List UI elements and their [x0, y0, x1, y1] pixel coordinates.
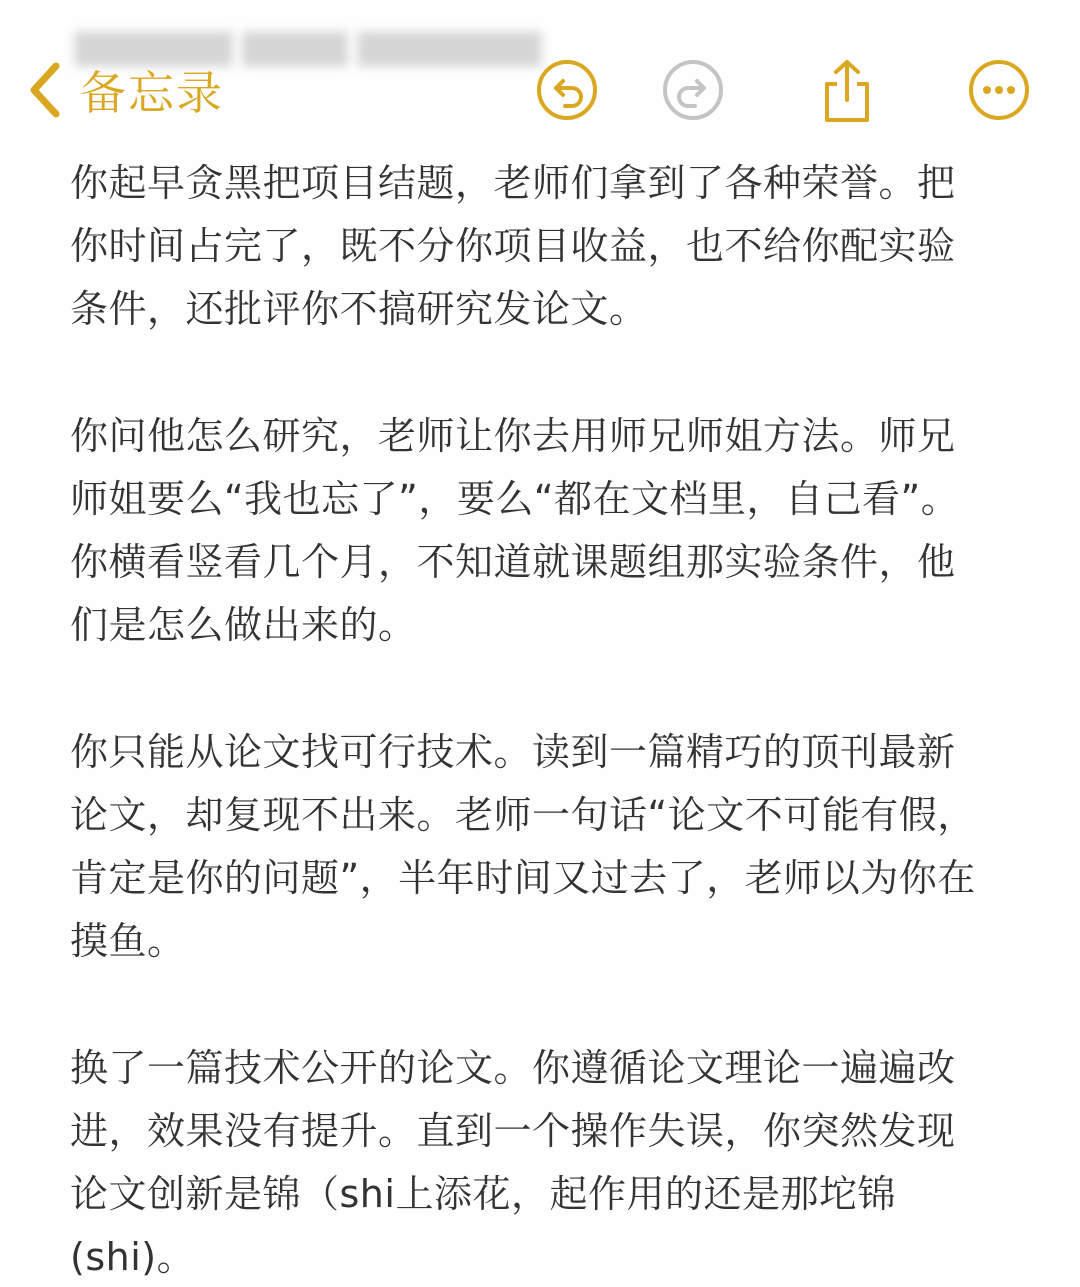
navigation-bar [0, 50, 1080, 130]
share-icon[interactable] [815, 58, 879, 122]
note-paragraph: 换了一篇技术公开的论文。你遵循论文理论一遍遍改 进，效果没有提升。直到一个操作失误，你突然发现 论文创新是锦（shi上添花，起作用的还是那坨锦 (shi)。 [70, 1046, 956, 1279]
chevron-left-icon [20, 54, 72, 126]
note-paragraph: 你问他怎么研究，老师让你去用师兄师姐方法。师兄 师姐要么“我也忘了”，要么“都在文档里，自己看”。 你横看竖看几个月，不知道就课题组那实验条件，他 们是怎么做出来的。 [70, 414, 960, 647]
note-paragraph: 你起早贪黑把项目结题，老师们拿到了各种荣誉。把 你时间占完了，既不分你项目收益，也不给你配实验 条件，还批评你不搞研究发论文。 [70, 161, 956, 331]
note-body[interactable] [70, 152, 1030, 1287]
scrolled-text-remnant: ▇▇▇▇▇▇ ▇▇▇▇ ▇▇▇▇▇▇▇ [75, 27, 542, 67]
back-button[interactable] [20, 54, 224, 126]
more-icon[interactable] [967, 58, 1031, 122]
back-label: 备忘录 [80, 66, 224, 120]
note-paragraph: 你只能从论文找可行技术。读到一篇精巧的顶刊最新 论文，却复现不出来。老师一句话“论文不可能有假， 肯定是你的问题”，半年时间又过去了，老师以为你在 摸鱼。 [70, 730, 976, 963]
undo-icon[interactable] [535, 58, 599, 122]
redo-icon[interactable] [661, 58, 725, 122]
